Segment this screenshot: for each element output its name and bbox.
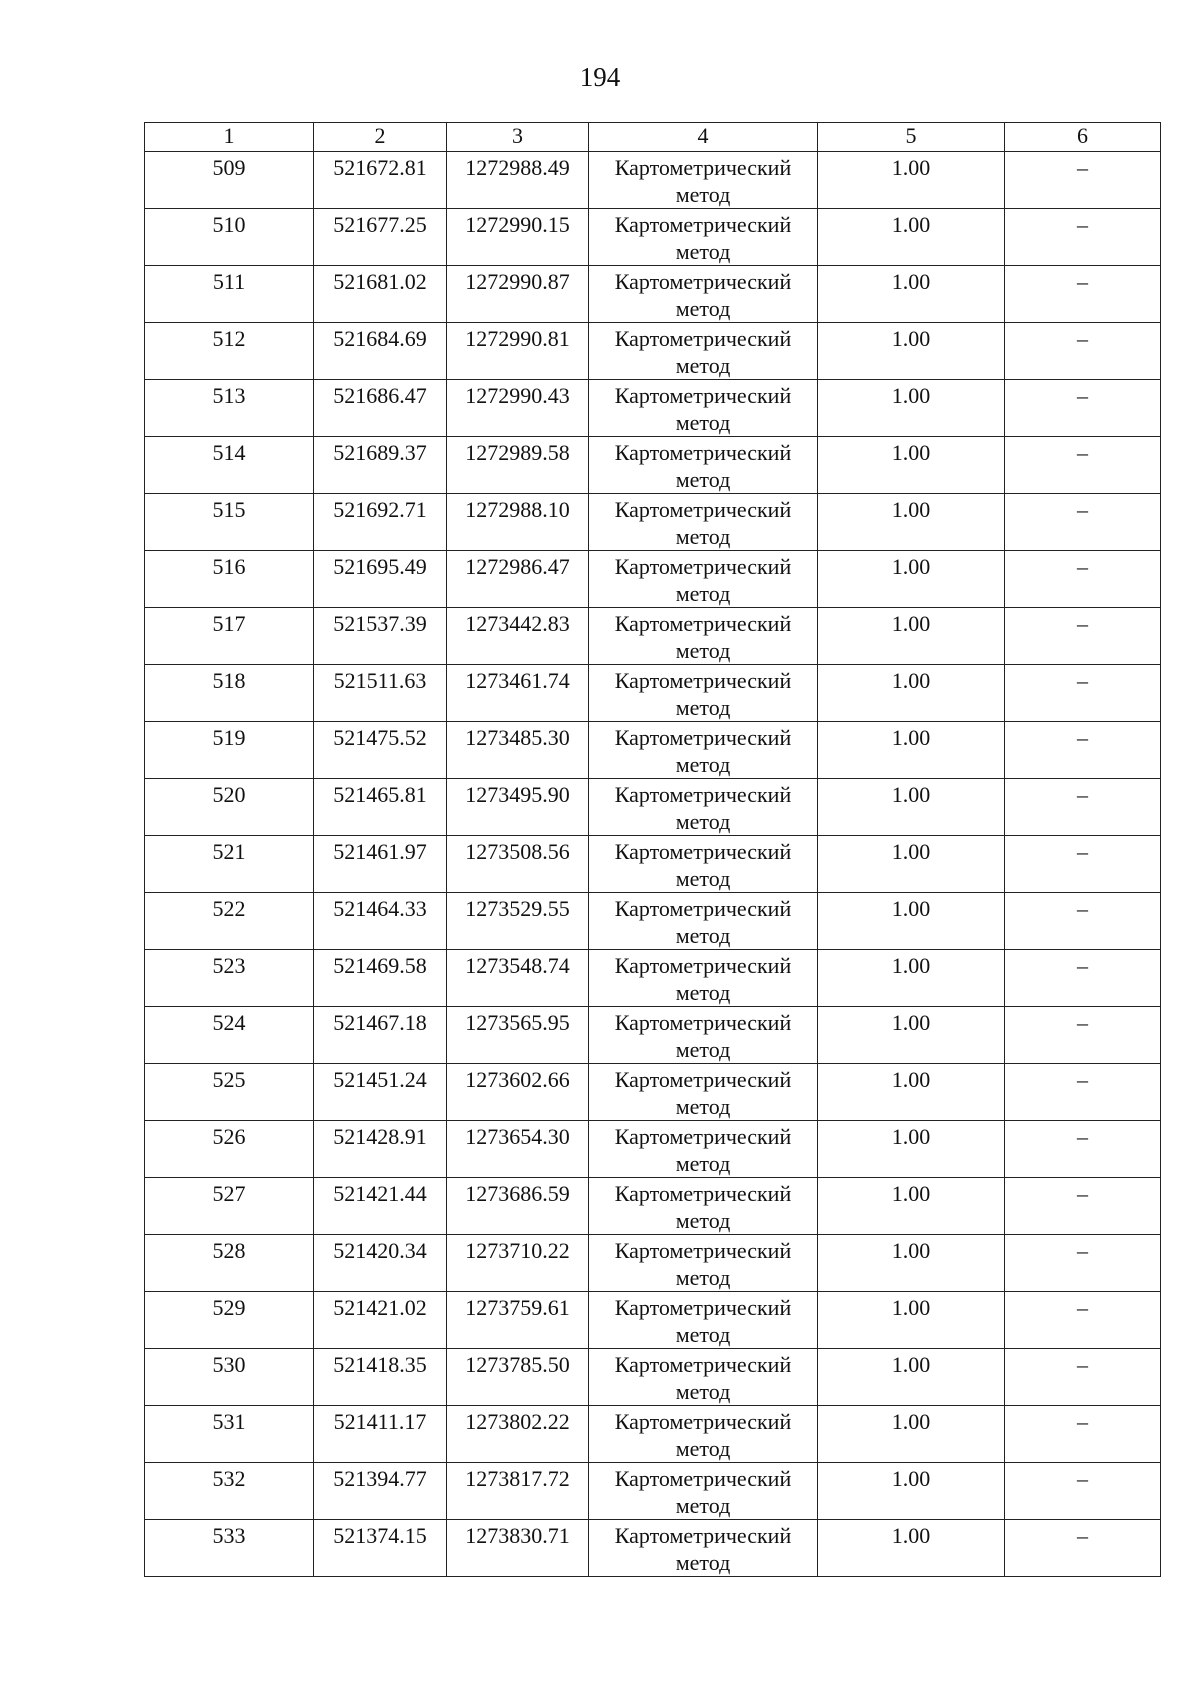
y-coordinate-cell: 1272988.10 <box>447 494 589 551</box>
point-number-cell: 533 <box>145 1520 314 1577</box>
table-row <box>145 1520 1161 1577</box>
table-row <box>145 893 1161 950</box>
accuracy-cell: 1.00 <box>818 437 1005 494</box>
note-cell: – <box>1005 1463 1161 1520</box>
method-text: Картометрический метод <box>614 1295 792 1347</box>
method-text: Картометрический метод <box>614 953 792 1005</box>
method-cell <box>589 1406 818 1463</box>
column-header: 6 <box>1005 123 1161 152</box>
accuracy-cell: 1.00 <box>818 1178 1005 1235</box>
x-coordinate-cell: 521374.15 <box>314 1520 447 1577</box>
note-cell: – <box>1005 836 1161 893</box>
method-text: Картометрический метод <box>614 1409 792 1461</box>
note-cell: – <box>1005 893 1161 950</box>
table-row <box>145 551 1161 608</box>
accuracy-cell: 1.00 <box>818 1121 1005 1178</box>
y-coordinate-cell: 1273548.74 <box>447 950 589 1007</box>
point-number-cell: 511 <box>145 266 314 323</box>
note-cell: – <box>1005 323 1161 380</box>
table-row <box>145 665 1161 722</box>
note-cell: – <box>1005 266 1161 323</box>
y-coordinate-cell: 1273529.55 <box>447 893 589 950</box>
method-cell <box>589 722 818 779</box>
y-coordinate-cell: 1273817.72 <box>447 1463 589 1520</box>
table-header-row <box>145 123 1161 152</box>
method-cell <box>589 209 818 266</box>
table-row <box>145 608 1161 665</box>
table-row <box>145 1064 1161 1121</box>
method-cell <box>589 1007 818 1064</box>
x-coordinate-cell: 521689.37 <box>314 437 447 494</box>
note-cell: – <box>1005 665 1161 722</box>
point-number-cell: 519 <box>145 722 314 779</box>
point-number-cell: 526 <box>145 1121 314 1178</box>
table-row <box>145 836 1161 893</box>
table-row <box>145 1349 1161 1406</box>
point-number-cell: 517 <box>145 608 314 665</box>
note-cell: – <box>1005 1349 1161 1406</box>
note-cell: – <box>1005 494 1161 551</box>
table-row <box>145 494 1161 551</box>
method-text: Картометрический метод <box>614 326 792 378</box>
table-row <box>145 323 1161 380</box>
x-coordinate-cell: 521461.97 <box>314 836 447 893</box>
note-cell: – <box>1005 1121 1161 1178</box>
point-number-cell: 527 <box>145 1178 314 1235</box>
method-cell <box>589 665 818 722</box>
x-coordinate-cell: 521420.34 <box>314 1235 447 1292</box>
method-cell <box>589 779 818 836</box>
note-cell: – <box>1005 1007 1161 1064</box>
method-text: Картометрический метод <box>614 1352 792 1404</box>
method-text: Картометрический метод <box>614 155 792 207</box>
y-coordinate-cell: 1273602.66 <box>447 1064 589 1121</box>
method-text: Картометрический метод <box>614 440 792 492</box>
x-coordinate-cell: 521475.52 <box>314 722 447 779</box>
table-row <box>145 950 1161 1007</box>
y-coordinate-cell: 1273830.71 <box>447 1520 589 1577</box>
x-coordinate-cell: 521686.47 <box>314 380 447 437</box>
accuracy-cell: 1.00 <box>818 152 1005 209</box>
method-text: Картометрический метод <box>614 611 792 663</box>
method-text: Картометрический метод <box>614 896 792 948</box>
point-number-cell: 518 <box>145 665 314 722</box>
method-cell <box>589 1292 818 1349</box>
note-cell: – <box>1005 1235 1161 1292</box>
accuracy-cell: 1.00 <box>818 266 1005 323</box>
accuracy-cell: 1.00 <box>818 950 1005 1007</box>
method-cell <box>589 1178 818 1235</box>
x-coordinate-cell: 521684.69 <box>314 323 447 380</box>
accuracy-cell: 1.00 <box>818 1235 1005 1292</box>
point-number-cell: 522 <box>145 893 314 950</box>
x-coordinate-cell: 521421.02 <box>314 1292 447 1349</box>
method-text: Картометрический метод <box>614 725 792 777</box>
note-cell: – <box>1005 209 1161 266</box>
table-row <box>145 1292 1161 1349</box>
table-row <box>145 152 1161 209</box>
x-coordinate-cell: 521672.81 <box>314 152 447 209</box>
note-cell: – <box>1005 950 1161 1007</box>
accuracy-cell: 1.00 <box>818 380 1005 437</box>
table-row <box>145 1007 1161 1064</box>
point-number-cell: 510 <box>145 209 314 266</box>
method-cell <box>589 1463 818 1520</box>
table-row <box>145 380 1161 437</box>
point-number-cell: 525 <box>145 1064 314 1121</box>
accuracy-cell: 1.00 <box>818 1406 1005 1463</box>
accuracy-cell: 1.00 <box>818 1007 1005 1064</box>
method-text: Картометрический метод <box>614 1466 792 1518</box>
point-number-cell: 523 <box>145 950 314 1007</box>
accuracy-cell: 1.00 <box>818 779 1005 836</box>
point-number-cell: 514 <box>145 437 314 494</box>
column-header: 3 <box>447 123 589 152</box>
x-coordinate-cell: 521677.25 <box>314 209 447 266</box>
method-cell <box>589 551 818 608</box>
point-number-cell: 524 <box>145 1007 314 1064</box>
method-text: Картометрический метод <box>614 782 792 834</box>
y-coordinate-cell: 1272988.49 <box>447 152 589 209</box>
y-coordinate-cell: 1272989.58 <box>447 437 589 494</box>
method-text: Картометрический метод <box>614 1181 792 1233</box>
method-text: Картометрический метод <box>614 554 792 606</box>
note-cell: – <box>1005 1406 1161 1463</box>
x-coordinate-cell: 521451.24 <box>314 1064 447 1121</box>
y-coordinate-cell: 1273508.56 <box>447 836 589 893</box>
y-coordinate-cell: 1273802.22 <box>447 1406 589 1463</box>
x-coordinate-cell: 521537.39 <box>314 608 447 665</box>
y-coordinate-cell: 1273442.83 <box>447 608 589 665</box>
table-row <box>145 209 1161 266</box>
point-number-cell: 532 <box>145 1463 314 1520</box>
note-cell: – <box>1005 380 1161 437</box>
method-cell <box>589 950 818 1007</box>
x-coordinate-cell: 521469.58 <box>314 950 447 1007</box>
method-cell <box>589 836 818 893</box>
table-row <box>145 1235 1161 1292</box>
note-cell: – <box>1005 1292 1161 1349</box>
accuracy-cell: 1.00 <box>818 1064 1005 1121</box>
x-coordinate-cell: 521681.02 <box>314 266 447 323</box>
table-row <box>145 722 1161 779</box>
method-cell <box>589 1520 818 1577</box>
method-text: Картометрический метод <box>614 383 792 435</box>
y-coordinate-cell: 1272990.43 <box>447 380 589 437</box>
method-cell <box>589 380 818 437</box>
note-cell: – <box>1005 608 1161 665</box>
note-cell: – <box>1005 1520 1161 1577</box>
point-number-cell: 516 <box>145 551 314 608</box>
point-number-cell: 509 <box>145 152 314 209</box>
y-coordinate-cell: 1273485.30 <box>447 722 589 779</box>
accuracy-cell: 1.00 <box>818 1349 1005 1406</box>
method-text: Картометрический метод <box>614 1067 792 1119</box>
x-coordinate-cell: 521511.63 <box>314 665 447 722</box>
note-cell: – <box>1005 722 1161 779</box>
method-text: Картометрический метод <box>614 1523 792 1575</box>
table-row <box>145 1463 1161 1520</box>
point-number-cell: 531 <box>145 1406 314 1463</box>
y-coordinate-cell: 1273710.22 <box>447 1235 589 1292</box>
column-header: 5 <box>818 123 1005 152</box>
method-text: Картометрический метод <box>614 1124 792 1176</box>
accuracy-cell: 1.00 <box>818 665 1005 722</box>
point-number-cell: 521 <box>145 836 314 893</box>
x-coordinate-cell: 521465.81 <box>314 779 447 836</box>
accuracy-cell: 1.00 <box>818 1520 1005 1577</box>
y-coordinate-cell: 1273461.74 <box>447 665 589 722</box>
method-cell <box>589 494 818 551</box>
y-coordinate-cell: 1273759.61 <box>447 1292 589 1349</box>
accuracy-cell: 1.00 <box>818 494 1005 551</box>
method-cell <box>589 893 818 950</box>
y-coordinate-cell: 1273495.90 <box>447 779 589 836</box>
method-cell <box>589 437 818 494</box>
point-number-cell: 513 <box>145 380 314 437</box>
table-row <box>145 437 1161 494</box>
x-coordinate-cell: 521418.35 <box>314 1349 447 1406</box>
method-text: Картометрический метод <box>614 839 792 891</box>
accuracy-cell: 1.00 <box>818 551 1005 608</box>
method-cell <box>589 323 818 380</box>
table-row <box>145 1178 1161 1235</box>
method-text: Картометрический метод <box>614 1010 792 1062</box>
point-number-cell: 530 <box>145 1349 314 1406</box>
method-text: Картометрический метод <box>614 212 792 264</box>
column-header: 1 <box>145 123 314 152</box>
method-text: Картометрический метод <box>614 269 792 321</box>
y-coordinate-cell: 1272986.47 <box>447 551 589 608</box>
point-number-cell: 529 <box>145 1292 314 1349</box>
accuracy-cell: 1.00 <box>818 722 1005 779</box>
table-body <box>145 152 1161 1577</box>
method-cell <box>589 266 818 323</box>
point-number-cell: 515 <box>145 494 314 551</box>
accuracy-cell: 1.00 <box>818 1463 1005 1520</box>
table-row <box>145 1406 1161 1463</box>
accuracy-cell: 1.00 <box>818 209 1005 266</box>
note-cell: – <box>1005 1178 1161 1235</box>
note-cell: – <box>1005 1064 1161 1121</box>
note-cell: – <box>1005 779 1161 836</box>
coordinates-table <box>144 122 1161 1577</box>
note-cell: – <box>1005 152 1161 209</box>
method-cell <box>589 1349 818 1406</box>
accuracy-cell: 1.00 <box>818 323 1005 380</box>
y-coordinate-cell: 1272990.15 <box>447 209 589 266</box>
x-coordinate-cell: 521467.18 <box>314 1007 447 1064</box>
x-coordinate-cell: 521394.77 <box>314 1463 447 1520</box>
y-coordinate-cell: 1272990.81 <box>447 323 589 380</box>
table-row <box>145 1121 1161 1178</box>
y-coordinate-cell: 1273565.95 <box>447 1007 589 1064</box>
method-text: Картометрический метод <box>614 1238 792 1290</box>
method-text: Картометрический метод <box>614 668 792 720</box>
method-text: Картометрический метод <box>614 497 792 549</box>
column-header: 2 <box>314 123 447 152</box>
accuracy-cell: 1.00 <box>818 608 1005 665</box>
accuracy-cell: 1.00 <box>818 893 1005 950</box>
method-cell <box>589 1235 818 1292</box>
method-cell <box>589 1064 818 1121</box>
y-coordinate-cell: 1273654.30 <box>447 1121 589 1178</box>
table-row <box>145 779 1161 836</box>
point-number-cell: 528 <box>145 1235 314 1292</box>
accuracy-cell: 1.00 <box>818 1292 1005 1349</box>
x-coordinate-cell: 521464.33 <box>314 893 447 950</box>
table-row <box>145 266 1161 323</box>
y-coordinate-cell: 1273785.50 <box>447 1349 589 1406</box>
note-cell: – <box>1005 437 1161 494</box>
x-coordinate-cell: 521428.91 <box>314 1121 447 1178</box>
y-coordinate-cell: 1273686.59 <box>447 1178 589 1235</box>
x-coordinate-cell: 521695.49 <box>314 551 447 608</box>
y-coordinate-cell: 1272990.87 <box>447 266 589 323</box>
point-number-cell: 512 <box>145 323 314 380</box>
note-cell: – <box>1005 551 1161 608</box>
page-number: 194 <box>579 62 621 92</box>
point-number-cell: 520 <box>145 779 314 836</box>
method-cell <box>589 608 818 665</box>
accuracy-cell: 1.00 <box>818 836 1005 893</box>
method-cell <box>589 152 818 209</box>
column-header: 4 <box>589 123 818 152</box>
x-coordinate-cell: 521421.44 <box>314 1178 447 1235</box>
method-cell <box>589 1121 818 1178</box>
x-coordinate-cell: 521692.71 <box>314 494 447 551</box>
x-coordinate-cell: 521411.17 <box>314 1406 447 1463</box>
